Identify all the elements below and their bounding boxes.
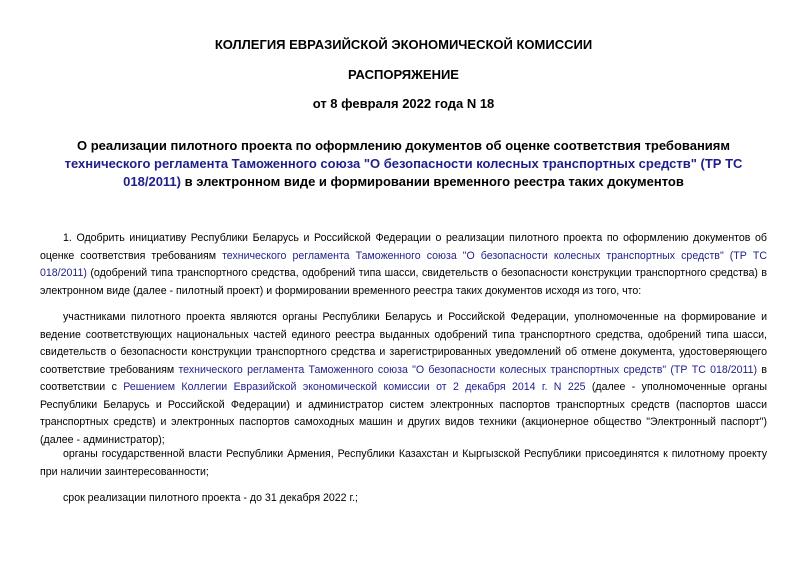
paragraph-1-regulation-link[interactable]: технического регламента Таможенного союза "О безопасности колесных транспортных средств" (ТР ТС 018/2011) [40, 249, 767, 279]
document-type-heading: РАСПОРЯЖЕНИЕ [348, 67, 459, 82]
title-text-1: О реализации пилотного проекта по оформлению документов об оценке соответствия требованиям [77, 138, 730, 153]
organization-heading: КОЛЛЕГИЯ ЕВРАЗИЙСКОЙ ЭКОНОМИЧЕСКОЙ КОМИССИИ [214, 37, 593, 52]
paragraph-2 [40, 309, 767, 449]
paragraph-1 [40, 230, 767, 300]
paragraph-1-text-2: (одобрений типа транспортного средства, одобрений типа шасси, свидетельств о безопасности конструкции транспортного средства) в электронном виде (далее - пилотный проект) и формировании временного реестра таких документов исходя из того, что: [40, 267, 767, 297]
paragraph-1-text-1: 1. Одобрить инициативу Республики Беларусь и Российской Федерации о реализации пилотного проекта по оформлению документов об оценке соответствия требованиям [40, 232, 767, 262]
paragraph-3: органы государственной власти Республики Армения, Республики Казахстан и Кыргызской Республики присоединятся к пилотному проекту при наличии заинтересованности; [40, 448, 767, 478]
paragraph-2-text-2: в соответствии с [40, 363, 767, 393]
paragraph-4: срок реализации пилотного проекта - до 31 декабря 2022 г.; [63, 492, 358, 504]
document-date: от 8 февраля 2022 года N 18 [312, 96, 495, 111]
title-text-2: в электронном виде и формировании временного реестра таких документов [181, 174, 684, 189]
paragraph-2-text-3: (далее - уполномоченные органы Республики Беларусь и Российской Федерации) и администратор систем электронных паспортов транспортных средств (паспортов шасси транспортных средств) и электронных паспортов самоходных машин и других видов техники (акционерное общество "Электронный паспорт") (далее - администратор); [40, 381, 767, 446]
document-title [40, 137, 767, 191]
paragraph-2-regulation-link[interactable]: технического регламента Таможенного союза "О безопасности колесных транспортных средств" (ТР ТС 018/2011) [178, 363, 758, 376]
paragraph-2-text-1: участниками пилотного проекта являются органы Республики Беларусь и Российской Федерации, уполномоченные на формирование и ведение соответствующих национальных частей единого реестра выданных одобрений типа транспортного средства, одобрений типа шасси, свидетельств о безопасности конструкции транспортного средства и зарегистрированных уведомлений об отмене документа, удостоверяющего соответствие требованиям [40, 311, 767, 376]
title-regulation-link[interactable]: технического регламента Таможенного союза "О безопасности колесных транспортных средств" (ТР ТС 018/2011) [64, 156, 743, 189]
paragraph-2-decision-link[interactable]: Решением Коллегии Евразийской экономической комиссии от 2 декабря 2014 г. N 225 [123, 381, 586, 393]
